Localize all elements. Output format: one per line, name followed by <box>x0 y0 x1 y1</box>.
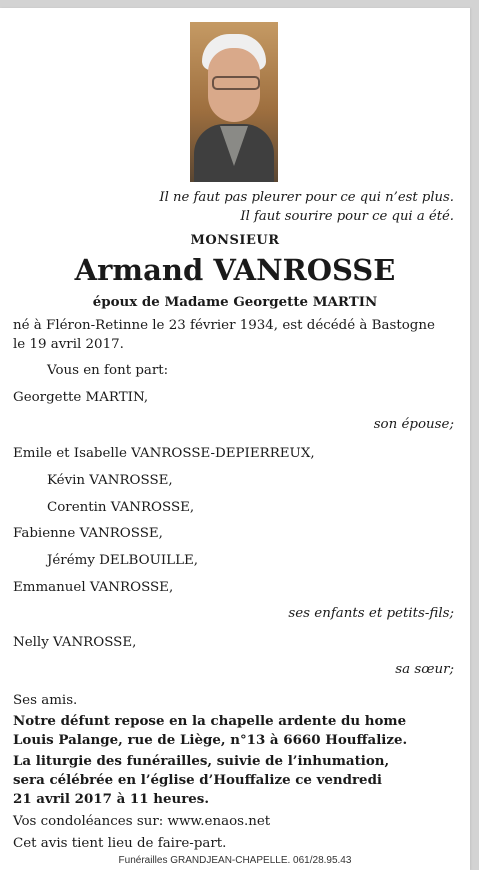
quote-line-2: Il faut sourire pour ce qui a été. <box>240 209 454 224</box>
friends-line: Ses amis. <box>13 693 78 708</box>
honorific: MONSIEUR <box>190 233 280 248</box>
portrait-glasses <box>212 76 260 90</box>
notice-line-5: 21 avril 2017 à 11 heures. <box>13 791 209 807</box>
portrait-photo <box>190 22 278 182</box>
family-spouse-role: son épouse; <box>373 417 454 432</box>
family-grandchild-1: Kévin VANROSSE, <box>47 473 173 488</box>
announce-line: Vous en font part: <box>47 363 169 378</box>
condolences-line: Vos condoléances sur: www.enaos.net <box>13 814 271 829</box>
quote-line-1: Il ne faut pas pleurer pour ce qui n’est plus. <box>159 190 454 205</box>
notice-line-2: Louis Palange, rue de Liège, n°13 à 6660 Houffalize. <box>13 732 408 748</box>
birth-line-1: né à Fléron-Retinne le 23 février 1934, est décédé à Bastogne <box>13 318 435 333</box>
family-children-role: ses enfants et petits-fils; <box>288 606 454 621</box>
notice-line-3: La liturgie des funérailles, suivie de l’inhumation, <box>13 753 390 769</box>
notice-line-4: sera célébrée en l’église d’Houffalize ce vendredi <box>13 772 383 788</box>
family-grandchild-3: Jérémy DELBOUILLE, <box>47 553 198 568</box>
family-child-2: Fabienne VANROSSE, <box>13 526 163 541</box>
family-sister-name: Nelly VANROSSE, <box>13 635 137 650</box>
notice-line-1: Notre défunt repose en la chapelle ardente du home <box>13 713 407 729</box>
birth-line-2: le 19 avril 2017. <box>13 337 124 352</box>
family-grandchild-2: Corentin VANROSSE, <box>47 500 195 515</box>
family-child-3: Emmanuel VANROSSE, <box>13 580 174 595</box>
spouse-line: époux de Madame Georgette MARTIN <box>92 294 378 310</box>
closing-line: Cet avis tient lieu de faire-part. <box>13 836 227 851</box>
family-child-1: Emile et Isabelle VANROSSE-DEPIERREUX, <box>13 446 315 461</box>
family-sister-role: sa sœur; <box>395 662 454 677</box>
deceased-name: Armand VANROSSE <box>74 253 396 287</box>
obituary-card <box>0 8 470 870</box>
funeral-home-footer: Funérailles GRANDJEAN-CHAPELLE. 061/28.95.43 <box>118 855 352 866</box>
family-spouse-name: Georgette MARTIN, <box>13 390 149 405</box>
